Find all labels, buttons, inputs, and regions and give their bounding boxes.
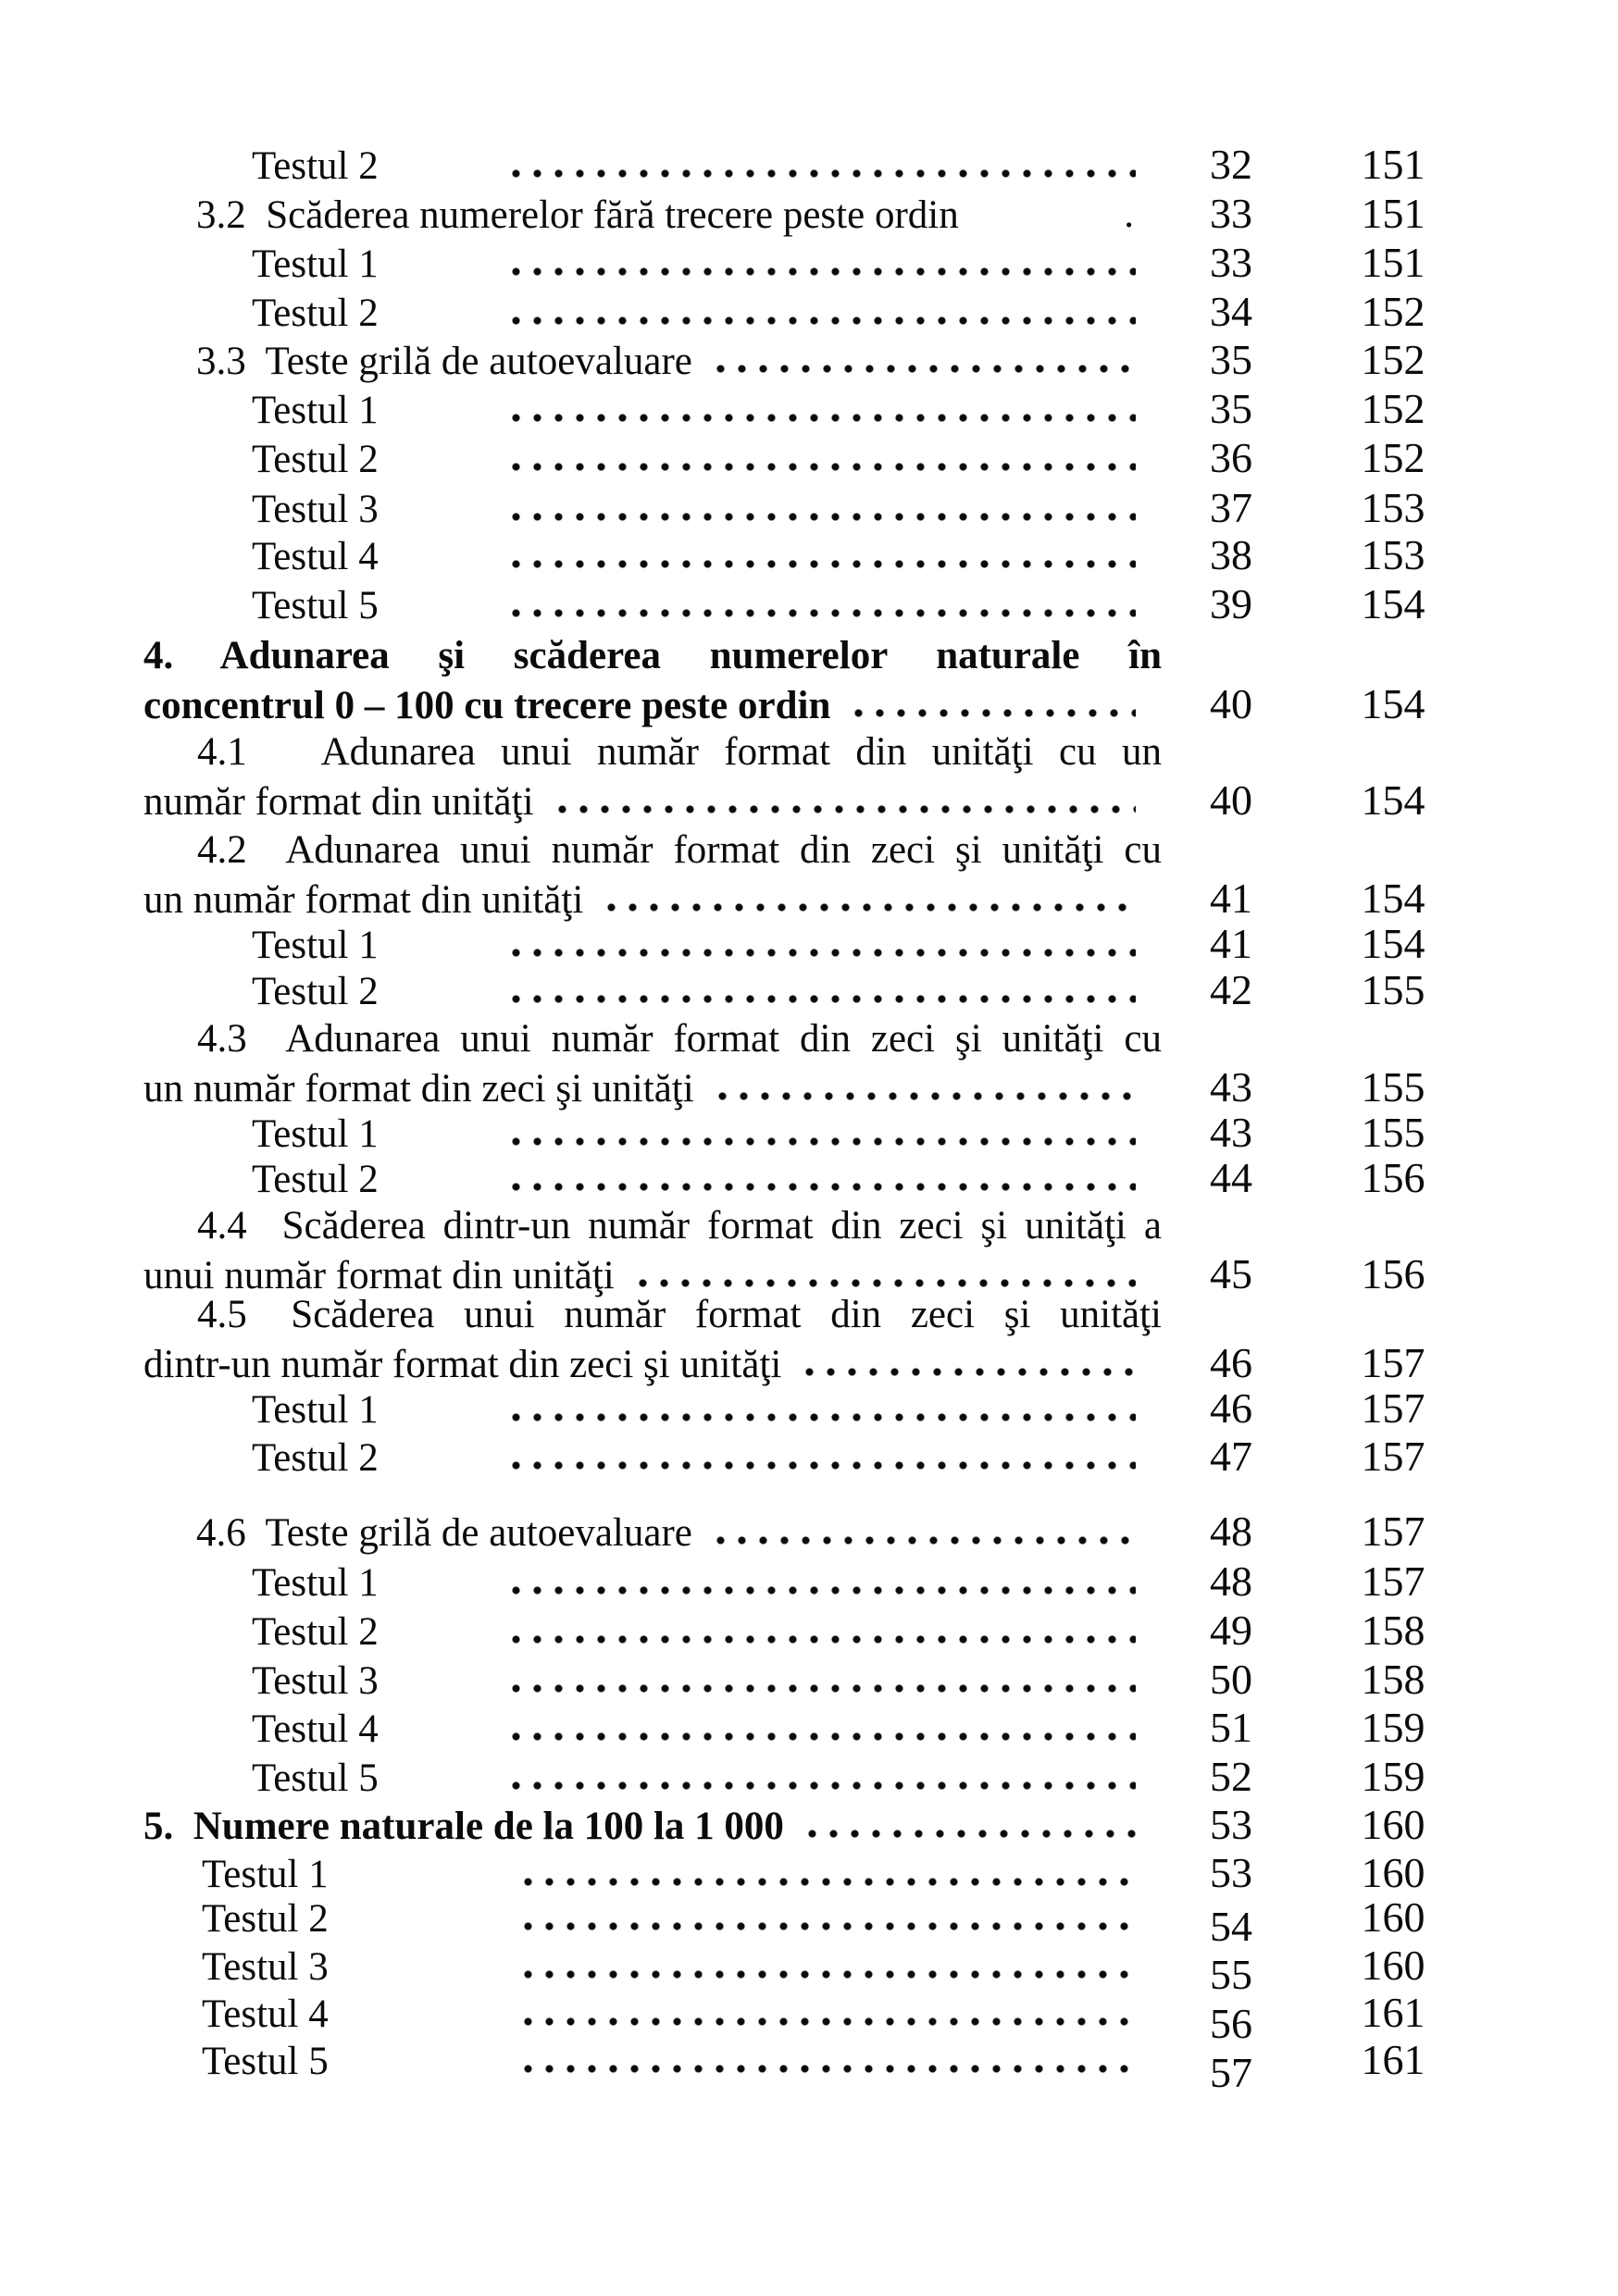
- page-number-answers: 156: [1361, 1250, 1425, 1297]
- page-number-answers: 155: [1361, 966, 1425, 1013]
- dot-leader: [500, 1893, 1162, 1942]
- toc-entry-row: [143, 580, 1486, 629]
- toc-entry-label: Testul 2: [252, 970, 379, 1013]
- toc-entry: [143, 336, 1486, 385]
- page-number-tests: 35: [1210, 385, 1252, 432]
- toc-entry-label: unui număr format din unităţi: [143, 1254, 615, 1297]
- toc-entry-row: [143, 1339, 1486, 1388]
- page-number-tests: 54: [1210, 1903, 1252, 1950]
- dot-leader: [488, 141, 1162, 190]
- page-number-answers: 154: [1361, 580, 1425, 627]
- page-number-answers: 161: [1361, 2036, 1425, 2083]
- toc-entry: [143, 2036, 1486, 2096]
- page-number-answers: 154: [1361, 875, 1425, 922]
- toc-entry-label: Testul 4: [202, 1992, 329, 2036]
- toc-entry: [143, 1849, 1486, 1898]
- toc-entry-label: Testul 5: [252, 584, 379, 627]
- page-number-tests: 48: [1210, 1508, 1252, 1555]
- page-number-answers: 154: [1361, 776, 1425, 824]
- dot-leader: [583, 875, 1162, 924]
- dot-leader: [500, 2036, 1162, 2085]
- toc-entry-label: Testul 2: [252, 438, 379, 481]
- page-number-tests: 41: [1210, 875, 1252, 922]
- toc-entry-label: un număr format din unităţi: [143, 878, 584, 922]
- page-number-tests: 38: [1210, 531, 1252, 578]
- toc-entry: [143, 1607, 1486, 1656]
- page-number-answers: 156: [1361, 1154, 1425, 1201]
- toc-entry: [143, 484, 1486, 533]
- toc-entry-row: [143, 1508, 1486, 1557]
- toc-entry: [143, 239, 1486, 288]
- page-number-answers: 157: [1361, 1339, 1425, 1386]
- toc-entry-row: [143, 239, 1486, 288]
- toc-entry-row: [143, 434, 1486, 483]
- toc-entry-row: [143, 1656, 1486, 1705]
- dot-leader: [488, 239, 1162, 288]
- page-number-answers: 160: [1361, 1942, 1425, 1989]
- page-number-tests: 40: [1210, 680, 1252, 727]
- page-number-answers: 151: [1361, 239, 1425, 286]
- page-number-tests: 37: [1210, 484, 1252, 531]
- dot-leader: [488, 531, 1162, 580]
- toc-entry: [143, 434, 1486, 483]
- page-number-tests: 55: [1210, 1951, 1252, 1998]
- page-number-answers: 157: [1361, 1508, 1425, 1555]
- page-number-tests: 32: [1210, 141, 1252, 188]
- toc-entry: [143, 1801, 1486, 1850]
- toc-entry: [143, 825, 1486, 924]
- toc-entry-row: [143, 484, 1486, 533]
- toc-entry-row: [143, 1753, 1486, 1802]
- dot-leader: [488, 580, 1162, 629]
- toc-entry-row: [143, 1063, 1486, 1112]
- page-number-answers: 160: [1361, 1893, 1425, 1941]
- toc-entry: [143, 580, 1486, 629]
- page-number-tests: 47: [1210, 1433, 1252, 1480]
- page-number-answers: 159: [1361, 1753, 1425, 1800]
- page-number-answers: 161: [1361, 1989, 1425, 2036]
- toc-entry-line1: 4.1 Adunarea unui număr format din unităţi cu un: [197, 730, 1162, 774]
- dot-leader: [784, 1801, 1162, 1850]
- toc-entry: [143, 1704, 1486, 1753]
- page-number-answers: 152: [1361, 336, 1425, 383]
- toc-entry: [143, 1384, 1486, 1433]
- dot-leader: [488, 1558, 1162, 1607]
- dot-leader: [488, 1384, 1162, 1433]
- toc-entry-row: [143, 1849, 1486, 1898]
- page-number-answers: 155: [1361, 1109, 1425, 1156]
- toc-entry-row: [143, 1801, 1486, 1850]
- page-number-tests: 46: [1210, 1339, 1252, 1386]
- toc-entry-line1: 4.4 Scăderea dintr-un număr format din zeci şi unităţi a: [197, 1204, 1162, 1247]
- page-number-tests: 49: [1210, 1607, 1252, 1654]
- toc-entry-row: [143, 385, 1486, 434]
- page-number-tests: 39: [1210, 580, 1252, 627]
- dot-leader: [488, 288, 1162, 337]
- page-number-tests: 33: [1210, 239, 1252, 286]
- dot-leader: [488, 434, 1162, 483]
- toc-entry-row: [143, 1154, 1486, 1203]
- toc-entry-label: Testul 2: [252, 1610, 379, 1654]
- page-number-tests: 43: [1210, 1109, 1252, 1156]
- toc-entry-label: dintr-un număr format din zeci şi unităţi: [143, 1343, 782, 1386]
- page-number-answers: 155: [1361, 1063, 1425, 1111]
- page-number-tests: 50: [1210, 1656, 1252, 1703]
- toc-entry-row: [143, 1704, 1486, 1753]
- toc-entry-label: Testul 4: [252, 1707, 379, 1751]
- toc-entry: [143, 1433, 1486, 1482]
- page-number-tests: 45: [1210, 1250, 1252, 1297]
- toc-entry-label: Testul 2: [252, 144, 379, 188]
- toc-entry-label: un număr format din zeci şi unităţi: [143, 1067, 694, 1111]
- toc-entry-label: Testul 1: [252, 242, 379, 286]
- toc-entry-row: [143, 531, 1486, 580]
- page-number-tests: 57: [1210, 2049, 1252, 2096]
- page-number-answers: 158: [1361, 1607, 1425, 1654]
- toc-entry-label: concentrul 0 – 100 cu trecere peste ordin: [143, 684, 831, 727]
- toc-entry: [143, 920, 1486, 969]
- toc-entry-label: Testul 1: [252, 389, 379, 432]
- toc-entry: [143, 531, 1486, 580]
- dot-leader: [692, 1508, 1162, 1557]
- dot-leader: [488, 966, 1162, 1015]
- page-number-tests: 43: [1210, 1063, 1252, 1111]
- page-number-answers: 152: [1361, 288, 1425, 335]
- toc-entry-row: [143, 336, 1486, 385]
- page-number-answers: 157: [1361, 1384, 1425, 1432]
- toc-entry-row: [143, 190, 1486, 239]
- dot-leader: [959, 190, 1162, 239]
- dot-leader: [488, 484, 1162, 533]
- page-number-tests: 41: [1210, 920, 1252, 967]
- toc-entry-label: Testul 3: [202, 1945, 329, 1989]
- toc-entry-line1: 4. Adunarea şi scăderea numerelor naturale în: [143, 634, 1162, 677]
- toc-entry-row: [143, 875, 1486, 924]
- dot-leader: [488, 1154, 1162, 1203]
- toc-entry-label: 3.3 Teste grilă de autoevaluare: [196, 340, 692, 383]
- page-number-tests: 35: [1210, 336, 1252, 383]
- toc-entry-label: Testul 2: [252, 292, 379, 335]
- page-number-answers: 157: [1361, 1558, 1425, 1605]
- page-number-tests: 34: [1210, 288, 1252, 335]
- toc-entry: [143, 141, 1486, 190]
- toc-entry: [143, 1109, 1486, 1158]
- toc-entry: [143, 1656, 1486, 1705]
- page-number-answers: 153: [1361, 484, 1425, 531]
- toc-entry-row: [143, 141, 1486, 190]
- toc-entry: [143, 1942, 1486, 1998]
- toc-entry: [143, 1290, 1486, 1388]
- toc-entry: [143, 385, 1486, 434]
- page-number-answers: 160: [1361, 1849, 1425, 1896]
- toc-entry-label: Testul 1: [252, 1561, 379, 1605]
- page-number-tests: 42: [1210, 966, 1252, 1013]
- toc-entry: [143, 966, 1486, 1015]
- toc-entry-row: [143, 1384, 1486, 1433]
- page-number-tests: 51: [1210, 1704, 1252, 1751]
- dot-leader: [488, 1656, 1162, 1705]
- toc-entry: [143, 1989, 1486, 2047]
- dot-leader: [500, 1849, 1162, 1898]
- page-number-answers: 151: [1361, 141, 1425, 188]
- page-number-answers: 153: [1361, 531, 1425, 578]
- page-number-tests: 36: [1210, 434, 1252, 481]
- page-number-tests: 53: [1210, 1801, 1252, 1848]
- toc-entry-row: [143, 966, 1486, 1015]
- dot-leader: [692, 336, 1162, 385]
- toc-entry-row: [143, 1433, 1486, 1482]
- dot-leader: [488, 1433, 1162, 1482]
- toc-entry-row: [143, 920, 1486, 969]
- toc-entry: [143, 1558, 1486, 1607]
- dot-leader: [500, 1942, 1162, 1991]
- toc-entry: [143, 190, 1486, 239]
- toc-entry-row: [143, 288, 1486, 337]
- dot-leader: [830, 680, 1162, 729]
- toc-entry-label: Testul 4: [252, 535, 379, 578]
- toc-entry-row: [143, 1558, 1486, 1607]
- dot-leader: [781, 1339, 1162, 1388]
- toc-entry-label: Testul 1: [252, 1388, 379, 1432]
- toc-entry-label: Testul 1: [252, 1112, 379, 1156]
- toc-entry: [143, 1508, 1486, 1557]
- toc-entry: [143, 1201, 1486, 1299]
- dot-leader: [488, 385, 1162, 434]
- dot-leader: [694, 1063, 1162, 1112]
- toc-entry-label: număr format din unităţi: [143, 780, 534, 824]
- toc-entry-row: [143, 1607, 1486, 1656]
- page-number-answers: 151: [1361, 190, 1425, 237]
- page-number-tests: 33: [1210, 190, 1252, 237]
- toc-entry-label: Testul 3: [252, 488, 379, 531]
- toc-entry-label: 4.6 Teste grilă de autoevaluare: [196, 1511, 692, 1555]
- toc-entry-line1: 4.5 Scăderea unui număr format din zeci şi unităţi: [197, 1293, 1162, 1336]
- page-number-answers: 158: [1361, 1656, 1425, 1703]
- toc-entry-label: 3.2 Scăderea numerelor fără trecere peste ordin: [196, 193, 959, 237]
- toc-entry-row: [143, 1109, 1486, 1158]
- toc-entry: [143, 1893, 1486, 1950]
- page-number-answers: 154: [1361, 680, 1425, 727]
- toc-entry-label: Testul 2: [202, 1897, 329, 1941]
- page-number-tests: 53: [1210, 1849, 1252, 1896]
- page-number-answers: 157: [1361, 1433, 1425, 1480]
- page-number-answers: 159: [1361, 1704, 1425, 1751]
- dot-leader: [488, 1607, 1162, 1656]
- page-number-tests: 44: [1210, 1154, 1252, 1201]
- page-number-answers: 160: [1361, 1801, 1425, 1848]
- dot-leader: [488, 1109, 1162, 1158]
- page-number-tests: 52: [1210, 1753, 1252, 1800]
- page-number-tests: 56: [1210, 2000, 1252, 2047]
- toc-entry-row: [143, 1942, 1486, 1998]
- page-number-tests: 40: [1210, 776, 1252, 824]
- dot-leader: [488, 920, 1162, 969]
- toc-entry: [143, 1154, 1486, 1203]
- toc-entry-line1: 4.2 Adunarea unui număr format din zeci şi unităţi cu: [197, 828, 1162, 872]
- page-number-answers: 152: [1361, 434, 1425, 481]
- toc-entry-label: 5. Numere naturale de la 100 la 1 000: [143, 1805, 784, 1848]
- page-number-tests: 46: [1210, 1384, 1252, 1432]
- toc-entry-label: Testul 2: [252, 1436, 379, 1480]
- toc-entry-row: [143, 776, 1486, 825]
- page-number-answers: 152: [1361, 385, 1425, 432]
- toc-entry: [143, 1014, 1486, 1112]
- toc-entry-label: Testul 1: [252, 924, 379, 967]
- toc-entry-label: Testul 1: [202, 1853, 329, 1896]
- toc-entry-line1: 4.3 Adunarea unui număr format din zeci şi unităţi cu: [197, 1017, 1162, 1061]
- toc-entry-label: Testul 3: [252, 1659, 379, 1703]
- toc-entry-row: [143, 2036, 1486, 2096]
- toc-entry-label: Testul 5: [202, 2040, 329, 2083]
- toc-entry-row: [143, 680, 1486, 729]
- toc-entry: [143, 288, 1486, 337]
- toc-entry-label: Testul 5: [252, 1756, 379, 1800]
- toc-entry: [143, 631, 1486, 729]
- leader-end-dot: .: [1124, 192, 1134, 236]
- page-number-tests: 48: [1210, 1558, 1252, 1605]
- page-number-answers: 154: [1361, 920, 1425, 967]
- toc-entry-row: [143, 1989, 1486, 2047]
- toc-entry-label: Testul 2: [252, 1158, 379, 1201]
- dot-leader: [500, 1989, 1162, 2038]
- dot-leader: [534, 776, 1162, 825]
- toc-entry-row: [143, 1893, 1486, 1950]
- toc-entry: [143, 727, 1486, 825]
- dot-leader: [488, 1753, 1162, 1802]
- toc-entry: [143, 1753, 1486, 1802]
- dot-leader: [488, 1704, 1162, 1753]
